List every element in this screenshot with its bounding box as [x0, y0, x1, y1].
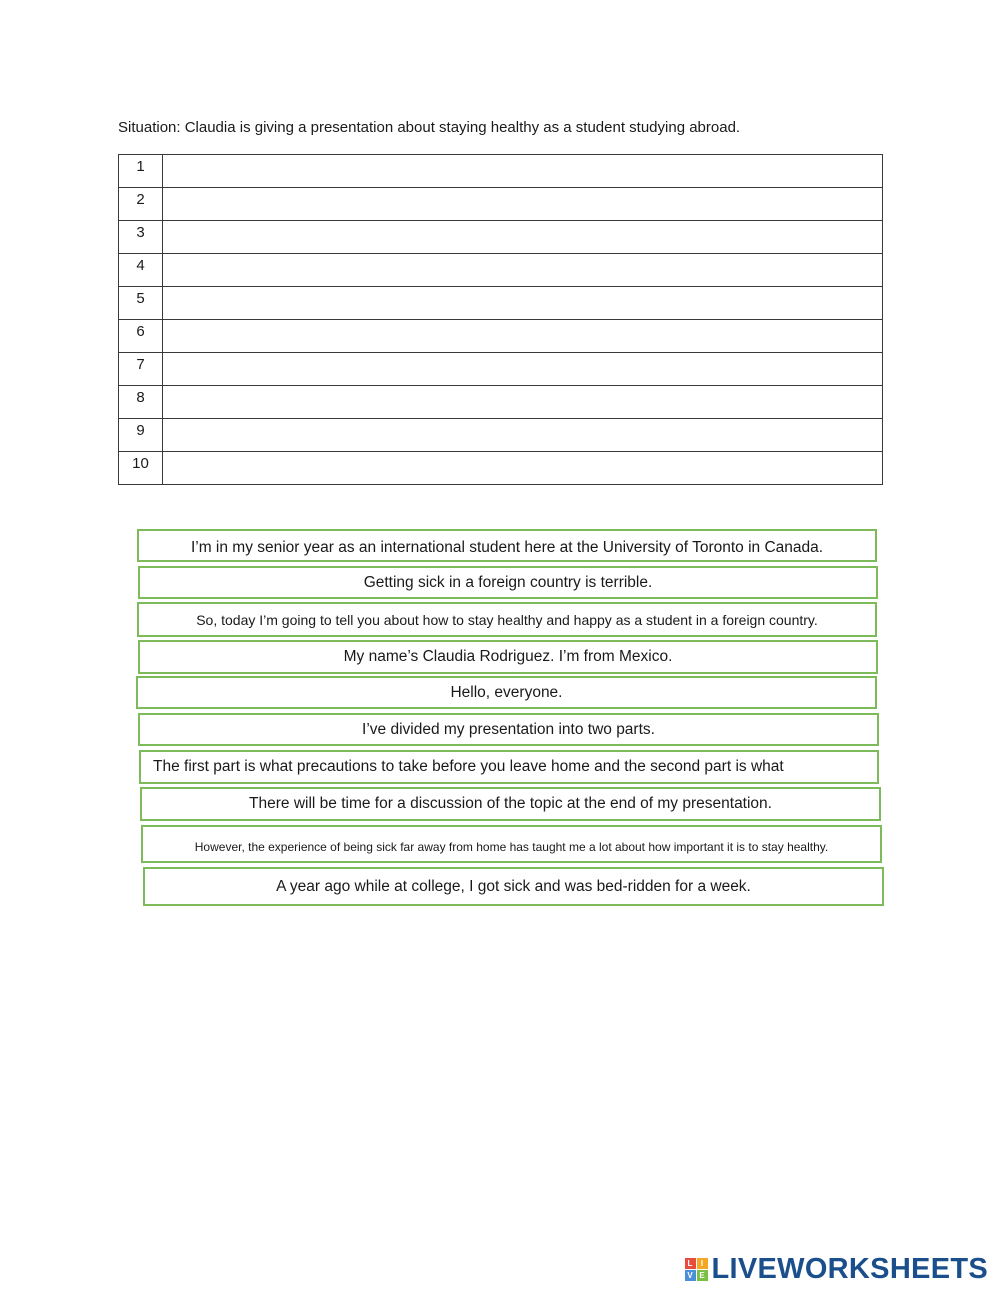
sentence-card[interactable]: The first part is what precautions to take before you leave home and the second part is what — [139, 750, 879, 784]
answer-row — [119, 188, 883, 221]
row-number: 10 — [119, 452, 163, 485]
row-number: 4 — [119, 254, 163, 287]
answer-row — [119, 386, 883, 419]
row-number: 1 — [119, 155, 163, 188]
sentence-card[interactable]: There will be time for a discussion of the topic at the end of my presentation. — [140, 787, 881, 821]
situation-text: Situation: Claudia is giving a presentation about staying healthy as a student studying abroad. — [118, 119, 741, 136]
answer-row — [119, 452, 883, 485]
answer-drop-zone[interactable] — [163, 419, 883, 452]
logo-block: E — [697, 1270, 708, 1281]
logo-block: L — [685, 1258, 696, 1269]
row-number: 5 — [119, 287, 163, 320]
row-number: 7 — [119, 353, 163, 386]
row-number: 3 — [119, 221, 163, 254]
logo-block: V — [685, 1270, 696, 1281]
logo-block: I — [697, 1258, 708, 1269]
sentence-card[interactable]: A year ago while at college, I got sick and was bed-ridden for a week. — [143, 867, 884, 906]
answer-drop-zone[interactable] — [163, 386, 883, 419]
row-number: 2 — [119, 188, 163, 221]
answer-row — [119, 287, 883, 320]
sentence-card[interactable]: Hello, everyone. — [136, 676, 877, 709]
row-number: 8 — [119, 386, 163, 419]
sentence-card[interactable]: I’m in my senior year as an international student here at the University of Toronto in Canada. — [137, 529, 877, 562]
answer-drop-zone[interactable] — [163, 254, 883, 287]
sentence-card[interactable]: My name’s Claudia Rodriguez. I’m from Mexico. — [138, 640, 878, 674]
answer-row — [119, 155, 883, 188]
answer-row — [119, 353, 883, 386]
answer-table — [118, 154, 883, 485]
answer-row — [119, 419, 883, 452]
answer-drop-zone[interactable] — [163, 353, 883, 386]
answer-row — [119, 320, 883, 353]
sentence-card[interactable]: Getting sick in a foreign country is terrible. — [138, 566, 878, 599]
row-number: 6 — [119, 320, 163, 353]
liveworksheets-logo — [685, 1254, 989, 1284]
answer-drop-zone[interactable] — [163, 452, 883, 485]
sentence-card[interactable]: However, the experience of being sick far away from home has taught me a lot about how important it is to stay healthy. — [141, 825, 882, 863]
row-number: 9 — [119, 419, 163, 452]
logo-text: LIVEWORKSHEETS — [711, 1252, 988, 1285]
sentence-card[interactable]: I’ve divided my presentation into two parts. — [138, 713, 879, 746]
answer-row — [119, 221, 883, 254]
logo-blocks-icon — [685, 1258, 708, 1281]
answer-drop-zone[interactable] — [163, 320, 883, 353]
sentence-card[interactable]: So, today I’m going to tell you about how to stay healthy and happy as a student in a foreign country. — [137, 602, 877, 637]
answer-drop-zone[interactable] — [163, 221, 883, 254]
answer-drop-zone[interactable] — [163, 287, 883, 320]
answer-row — [119, 254, 883, 287]
answer-drop-zone[interactable] — [163, 155, 883, 188]
answer-drop-zone[interactable] — [163, 188, 883, 221]
